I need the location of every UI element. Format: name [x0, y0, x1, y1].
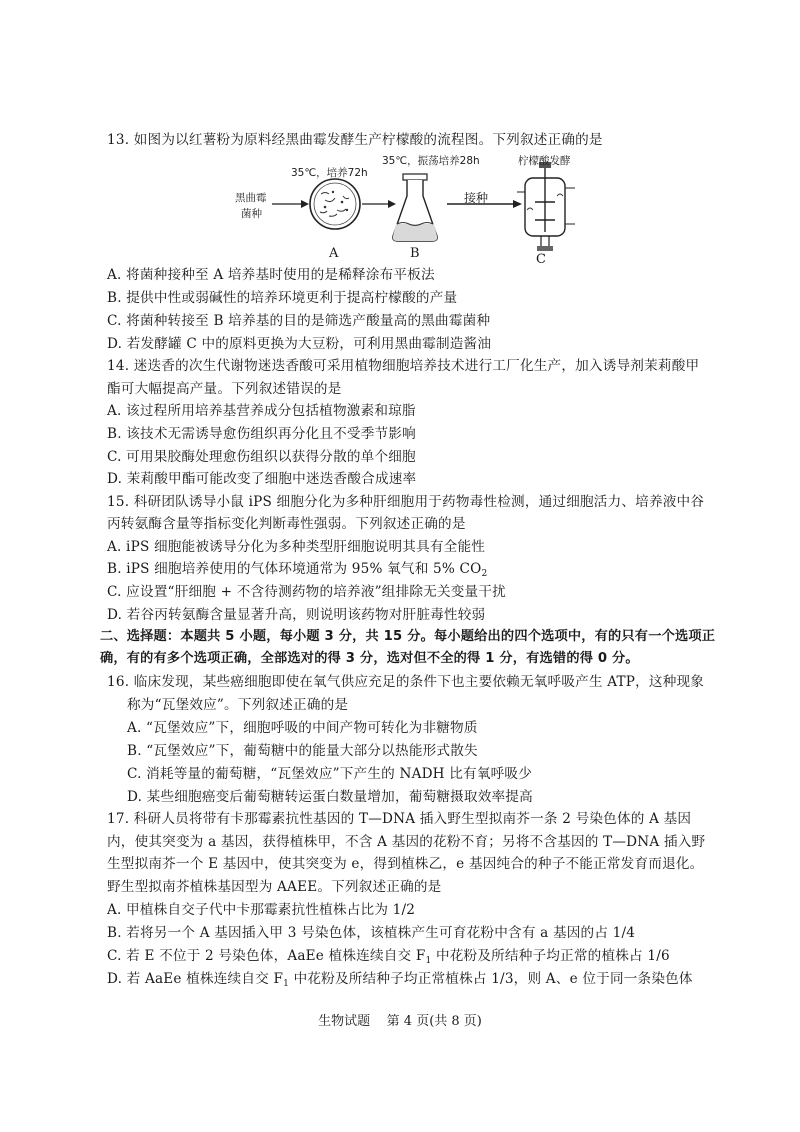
q17-option-c-rest: 中花粉及所结种子均正常的植株占 1/6: [431, 948, 670, 964]
section2-heading-line2: 确，有的有多个选项正确，全部选对的得 3 分，选对但不全的得 1 分，有选错的得 0 分。: [100, 651, 639, 666]
q15-option-d: D. 若谷丙转氨酶含量显著升高，则说明该药物对肝脏毒性较弱: [107, 607, 486, 623]
q14-option-c: C. 可用果胶酶处理愈伤组织以获得分散的单个细胞: [107, 449, 416, 465]
q17-option-d-text: D. 若 AaEe 植株连续自交 F: [107, 971, 284, 987]
f1-subscript: 1: [425, 956, 432, 966]
q14-option-d: D. 茉莉酸甲酯可能改变了细胞中迷迭香酸合成速率: [107, 471, 417, 487]
q17-option-b: B. 若将另一个 A 基因插入甲 3 号染色体，该植株产生可育花粉中含有 a 基因的占 1/4: [107, 925, 636, 941]
flow-diagram-svg: [225, 152, 585, 264]
label-a: A: [329, 246, 339, 261]
q15-stem-line2: 丙转氨酶含量等指标变化判断毒性强弱。下列叙述正确的是: [107, 516, 466, 532]
q14-stem-line2: 酯可大幅提高产量。下列叙述错误的是: [107, 381, 342, 397]
q16-stem-line2: 称为“瓦堡效应”。下列叙述正确的是: [127, 697, 349, 713]
start-label-line2: 菌种: [241, 208, 262, 220]
q17-stem-line4: 野生型拟南芥植株基因型为 AAEE。下列叙述正确的是: [107, 879, 442, 895]
arrow-2-head: [388, 200, 396, 208]
q16-option-b: B. “瓦堡效应”下，葡萄糖中的能量大部分以热能形式散失: [127, 743, 478, 759]
q17-option-a: A. 甲植株自交子代中卡那霉素抗性植株占比为 1/2: [107, 902, 416, 918]
co2-subscript: 2: [481, 569, 488, 579]
f1-subscript: 1: [283, 979, 290, 989]
q16-stem-line1: 16. 临床发现，某些癌细胞即使在氧气供应充足的条件下也主要依赖无氧呼吸产生 ATP，这种现象: [107, 674, 705, 690]
q15-stem-line1: 15. 科研团队诱导小鼠 iPS 细胞分化为多种肝细胞用于药物毒性检测，通过细胞活力、培养液中谷: [107, 494, 705, 510]
q14-option-b: B. 该技术无需诱导愈伤组织再分化且不受季节影响: [107, 426, 416, 442]
q17-option-d: [107, 968, 710, 995]
q14-stem-line1: 14. 迷迭香的次生代谢物迷迭香酸可采用植物细胞培养技术进行工厂化生产，加入诱导剂茉莉酸甲: [107, 358, 700, 374]
arrow-3-head: [513, 200, 522, 208]
q13-option-c: C. 将菌种转接至 B 培养基的目的是筛选产酸量高的黑曲霉菌种: [107, 313, 491, 329]
flask-icon: [393, 174, 437, 241]
step-c-title: 柠檬酸发酵: [518, 155, 571, 167]
step-b-condition: 35℃，振荡培养28h: [382, 155, 480, 167]
q16-option-c: C. 消耗等量的葡萄糖，“瓦堡效应”下产生的 NADH 比有氧呼吸少: [127, 766, 533, 782]
inoculate-label: 接种: [464, 191, 489, 205]
q14-option-a: A. 该过程所用培养基营养成分包括植物激素和琼脂: [107, 403, 416, 419]
q16-option-a: A. “瓦堡效应”下，细胞呼吸的中间产物可转化为非糖物质: [127, 720, 478, 736]
q13-option-d: D. 若发酵罐 C 中的原料更换为大豆粉，可利用黑曲霉制造酱油: [107, 336, 492, 352]
label-c: C: [536, 252, 546, 267]
q17-stem-line1: 17. 科研人员将带有卡那霉素抗性基因的 T—DNA 插入野生型拟南芥一条 2 号染色体的 A 基因: [107, 811, 692, 827]
page-footer: 生物试题 第 4 页(共 8 页): [318, 1014, 482, 1029]
q17-stem-line3: 生型拟南芥一个 E 基因中，使其突变为 e，得到植株乙，e 基因纯合的种子不能正常发育而退化。: [107, 856, 704, 872]
q13-option-a: A. 将菌种接种至 A 培养基时使用的是稀释涂布平板法: [107, 267, 435, 283]
label-b: B: [410, 246, 420, 261]
start-label-line1: 黑曲霉: [235, 192, 267, 204]
q13-option-b: B. 提供中性或弱碱性的培养环境更利于提高柠檬酸的产量: [107, 290, 458, 306]
q16-option-d: D. 某些细胞癌变后葡萄糖转运蛋白数量增加，葡萄糖摄取效率提高: [127, 789, 533, 805]
q17-stem-line2: 内，使其突变为 a 基因，获得植株甲，不含 A 基因的花粉不育；另将不含基因的 T—DNA 插入野: [107, 834, 706, 850]
q17-option-d-rest: 中花粉及所结种子均正常植株占 1/3，则 A、e 位于同一条染色体: [289, 971, 693, 987]
step-a-condition: 35℃，培养72h: [291, 167, 368, 179]
q13-flow-diagram: [225, 152, 585, 267]
section2-heading-line1: 二、选择题：本题共 5 小题，每小题 3 分，共 15 分。每小题给出的四个选项中，有的只有一个选项正: [100, 629, 716, 644]
q13-stem: 13. 如图为以红薯粉为原料经黑曲霉发酵生产柠檬酸的流程图。下列叙述正确的是: [107, 132, 603, 148]
q15-option-a: A. iPS 细胞能被诱导分化为多种类型肝细胞说明其具有全能性: [107, 539, 486, 555]
q15-option-b-text: B. iPS 细胞培养使用的气体环境通常为 95% 氧气和 5% CO: [107, 561, 482, 577]
arrow-1-head: [301, 200, 309, 208]
q17-option-c-text: C. 若 E 不位于 2 号染色体，AaEe 植株连续自交 F: [107, 948, 426, 964]
petri-dish-icon: [310, 179, 360, 229]
q15-option-c: C. 应设置“肝细胞 + 不含待测药物的培养液”组排除无关变量干扰: [107, 584, 506, 600]
fermenter-icon: [517, 162, 575, 251]
